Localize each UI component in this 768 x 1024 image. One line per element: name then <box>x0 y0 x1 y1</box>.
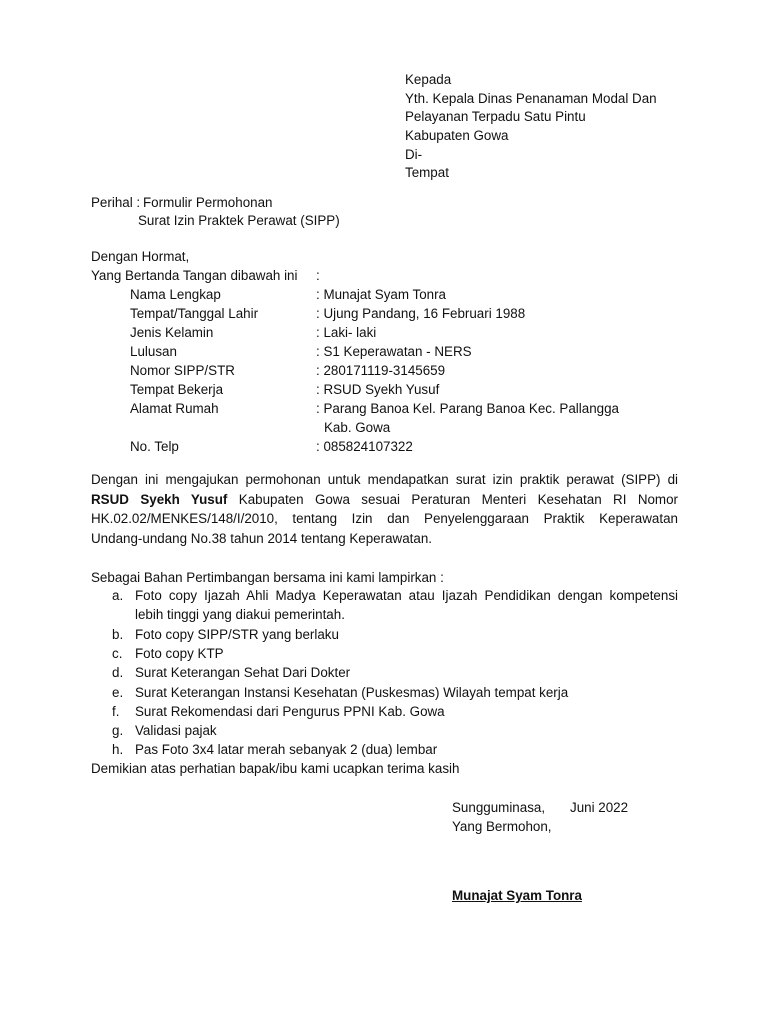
detail-value: Kab. Gowa <box>324 420 391 435</box>
list-marker: g. <box>112 723 124 738</box>
signatory-intro-colon: : <box>316 268 320 283</box>
closing-sentence: Demikian atas perhatian bapak/ibu kami ucapkan terima kasih <box>91 761 460 776</box>
detail-value: : RSUD Syekh Yusuf <box>316 382 440 397</box>
list-item <box>112 663 678 683</box>
detail-value: : Laki- laki <box>316 325 377 340</box>
list-item <box>112 702 678 722</box>
detail-label: No. Telp <box>130 439 179 454</box>
list-text: Validasi pajak <box>135 723 217 738</box>
list-marker: a. <box>112 588 124 603</box>
detail-value: : S1 Keperawatan - NERS <box>316 344 472 359</box>
signature-regards: Yang Bermohon, <box>452 819 552 834</box>
list-text: Surat Keterangan Sehat Dari Dokter <box>135 665 351 680</box>
recipient-line: Yth. Kepala Dinas Penanaman Modal Dan <box>405 91 657 106</box>
list-item-continuation <box>112 605 678 625</box>
list-item <box>112 683 678 703</box>
list-marker: e. <box>112 685 124 700</box>
detail-label: Jenis Kelamin <box>130 325 214 340</box>
list-marker: c. <box>112 646 123 661</box>
paragraph-line-rest: Kabupaten Gowa sesuai Peraturan Menteri Kesehatan RI Nomor <box>227 491 678 507</box>
list-text: Surat Keterangan Instansi Kesehatan (Puskesmas) Wilayah tempat kerja <box>135 685 569 700</box>
list-text: lebih tinggi yang diakui pemerintah. <box>135 607 345 622</box>
list-text: Foto copy KTP <box>135 646 224 661</box>
list-marker: f. <box>112 704 120 719</box>
attachments-intro: Sebagai Bahan Pertimbangan bersama ini kami lampirkan : <box>91 570 444 585</box>
detail-label: Tempat/Tanggal Lahir <box>130 306 259 321</box>
paragraph-line: Dengan ini mengajukan permohonan untuk mendapatkan surat izin praktik perawat (SIPP) di <box>91 472 678 487</box>
list-marker: b. <box>112 627 124 642</box>
list-marker: h. <box>112 742 124 757</box>
list-text: Surat Rekomendasi dari Pengurus PPNI Kab. Gowa <box>135 704 445 719</box>
list-item <box>112 625 678 645</box>
subject-line: Formulir Permohonan <box>143 195 273 210</box>
paragraph-line: HK.02.02/MENKES/148/I/2010, tentang Izin dan Penyelenggaraan Praktik Keperawatan <box>91 511 678 526</box>
detail-label: Nomor SIPP/STR <box>130 363 235 378</box>
detail-value: : Parang Banoa Kel. Parang Banoa Kec. Pallangga <box>316 401 619 416</box>
signature-date: Juni 2022 <box>570 800 629 815</box>
list-text: Pas Foto 3x4 latar merah sebanyak 2 (dua) lembar <box>135 742 438 757</box>
list-item <box>112 586 678 606</box>
subject-line: Surat Izin Praktek Perawat (SIPP) <box>138 213 340 228</box>
recipient-line: Di- <box>405 147 423 162</box>
workplace-name: RSUD Syekh Yusuf <box>91 491 228 507</box>
detail-value: : Ujung Pandang, 16 Februari 1988 <box>316 306 526 321</box>
recipient-line: Kepada <box>405 72 452 87</box>
list-item <box>112 740 678 760</box>
detail-value: : 280171119-3145659 <box>316 363 446 378</box>
list-item <box>112 721 678 741</box>
paragraph-line <box>91 490 678 510</box>
signature-place: Sungguminasa, <box>452 800 546 815</box>
recipient-line: Tempat <box>405 165 449 180</box>
detail-label: Tempat Bekerja <box>130 382 224 397</box>
subject-label: Perihal : <box>91 195 141 210</box>
signatory-name: Munajat Syam Tonra <box>452 888 582 903</box>
greeting: Dengan Hormat, <box>91 249 190 264</box>
list-marker: d. <box>112 665 124 680</box>
detail-label: Lulusan <box>130 344 177 359</box>
list-text: Foto copy SIPP/STR yang berlaku <box>135 627 339 642</box>
body-paragraph <box>91 470 678 548</box>
list-item <box>112 644 678 664</box>
detail-label: Nama Lengkap <box>130 287 221 302</box>
detail-value: : Munajat Syam Tonra <box>316 287 447 302</box>
signatory-intro: Yang Bertanda Tangan dibawah ini <box>91 268 298 283</box>
list-text: Foto copy Ijazah Ahli Madya Keperawatan atau Ijazah Pendidikan dengan kompetensi <box>135 588 678 603</box>
detail-label: Alamat Rumah <box>130 401 219 416</box>
paragraph-line: Undang-undang No.38 tahun 2014 tentang Keperawatan. <box>91 530 432 546</box>
detail-value: : 085824107322 <box>316 439 413 454</box>
recipient-line: Kabupaten Gowa <box>405 128 509 143</box>
recipient-line: Pelayanan Terpadu Satu Pintu <box>405 109 586 124</box>
